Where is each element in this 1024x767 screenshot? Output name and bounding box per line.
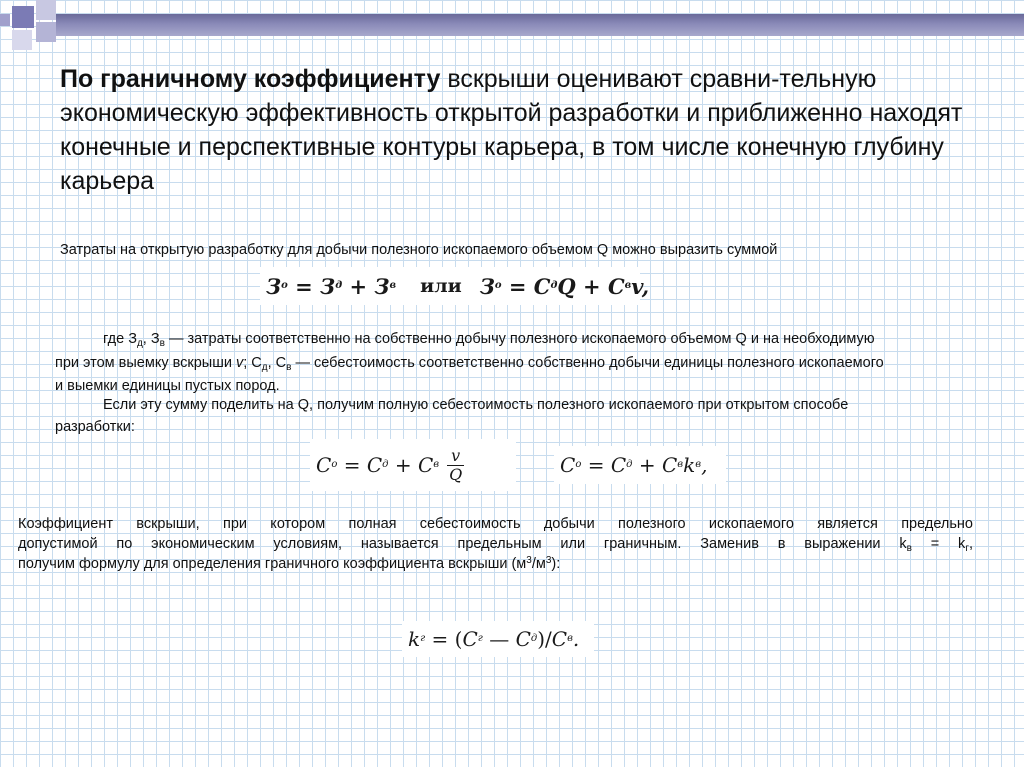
operator: = xyxy=(287,273,321,299)
symbol: C xyxy=(610,453,627,477)
decor-square xyxy=(36,22,56,42)
superscript: 3 xyxy=(545,555,552,566)
symbol: C xyxy=(551,627,568,651)
subscript: д xyxy=(261,362,268,373)
symbol: C xyxy=(560,453,576,477)
header-bar xyxy=(56,14,1024,36)
text: где З xyxy=(103,331,137,347)
symbol: З xyxy=(266,273,282,299)
subscript: д xyxy=(136,338,143,349)
definitions-line-3 xyxy=(55,377,955,395)
fraction xyxy=(445,447,466,484)
intro-text: Затраты на открытую разработку для добычи полезного ископаемого объемом Q можно выразить суммой xyxy=(60,242,778,258)
subscript: в xyxy=(159,338,165,349)
division-line-2 xyxy=(55,418,955,436)
symbol: C xyxy=(607,273,625,299)
text: , З xyxy=(142,331,160,347)
operator: = xyxy=(581,453,611,477)
operator: = ( xyxy=(425,627,463,651)
slide-title xyxy=(60,62,980,198)
text: и выемки единицы пустых пород. xyxy=(55,378,280,394)
operator: = xyxy=(501,273,534,299)
decor-square xyxy=(12,30,32,50)
operator: — xyxy=(482,627,516,651)
formula-full-cost-ratio: C о = C д + C в k в , xyxy=(554,446,726,484)
symbol: , xyxy=(701,453,708,477)
symbol: k xyxy=(408,627,421,651)
operator: + xyxy=(575,273,608,299)
symbol: v, xyxy=(631,273,650,299)
symbol: З xyxy=(479,273,495,299)
definitions-line-1 xyxy=(103,330,1018,348)
superscript: 3 xyxy=(526,555,532,566)
symbol: C xyxy=(462,627,478,651)
symbol: C xyxy=(316,453,332,477)
operator: + xyxy=(632,453,662,477)
title-bold: По граничному коэффициенту xyxy=(60,65,441,93)
operator: = xyxy=(337,453,367,477)
definitions-line-2 xyxy=(55,354,1020,372)
symbol: C xyxy=(661,453,678,477)
decor-square xyxy=(12,6,34,28)
boundary-line-1 xyxy=(18,515,973,533)
text: Коэффициент вскрыши, при котором полная себестоимость добычи полезного ископаемого является предельно xyxy=(18,516,973,532)
text: , xyxy=(968,536,973,552)
text: ): xyxy=(551,556,561,572)
text: при этом выемку вскрыши xyxy=(55,355,236,371)
text: разработки: xyxy=(55,419,135,435)
formula-full-cost: C о = C д + C в $\frac{v}{Q}$ xyxy=(310,439,516,491)
boundary-line-2 xyxy=(18,535,973,553)
operator: + xyxy=(388,453,418,477)
symbol: k xyxy=(683,453,696,477)
decor-square xyxy=(36,0,56,20)
subscript: в xyxy=(286,362,292,373)
text: допустимой по экономическим условиям, называется предельным или граничным. Заменив в выражении k xyxy=(18,536,907,552)
text: = k xyxy=(911,536,966,552)
decor-square xyxy=(0,14,10,26)
symbol: З xyxy=(374,273,390,299)
operator: )/ xyxy=(537,627,552,651)
symbol: C xyxy=(515,627,531,651)
word-or: или xyxy=(420,275,462,297)
formula-total-cost: З о = З д + З в или З о = C д Q + C в v, xyxy=(260,267,640,305)
division-line-1 xyxy=(103,396,1003,414)
text: v xyxy=(236,355,244,371)
text: — себестоимость соответственно собственно добычи единицы полезного ископаемого xyxy=(291,355,884,371)
text: ; С xyxy=(243,355,262,371)
symbol: C xyxy=(417,453,434,477)
title-rest: вскрыши оценивают сравни-тельную экономическую эффективность открытой разработки и приближенно находят конечные и перспективные контуры карьера, в том числе конечную глубину карьера xyxy=(60,65,963,195)
numerator: v xyxy=(447,447,464,466)
symbol: C xyxy=(533,273,551,299)
text: Если эту сумму поделить на Q, получим полную себестоимость полезного ископаемого при открытом способе xyxy=(103,397,849,413)
symbol: З xyxy=(320,273,336,299)
text: получим формулу для определения граничного коэффициента вскрыши (м xyxy=(18,556,527,572)
text: — затраты соответственно на собственно добычу полезного ископаемого объемом Q и на необходимую xyxy=(164,331,875,347)
symbol: C xyxy=(366,453,383,477)
denominator: Q xyxy=(449,464,463,484)
operator: + xyxy=(342,273,375,299)
formula-boundary-coefficient: k г = ( C г — C д )/ C в . xyxy=(402,621,594,657)
symbol: . xyxy=(572,627,580,651)
symbol: Q xyxy=(557,273,576,299)
text: , С xyxy=(267,355,287,371)
intro-paragraph xyxy=(60,241,960,259)
subscript: г xyxy=(965,543,969,554)
text: /м xyxy=(531,556,546,572)
subscript: в xyxy=(906,543,912,554)
boundary-line-3 xyxy=(18,555,918,573)
